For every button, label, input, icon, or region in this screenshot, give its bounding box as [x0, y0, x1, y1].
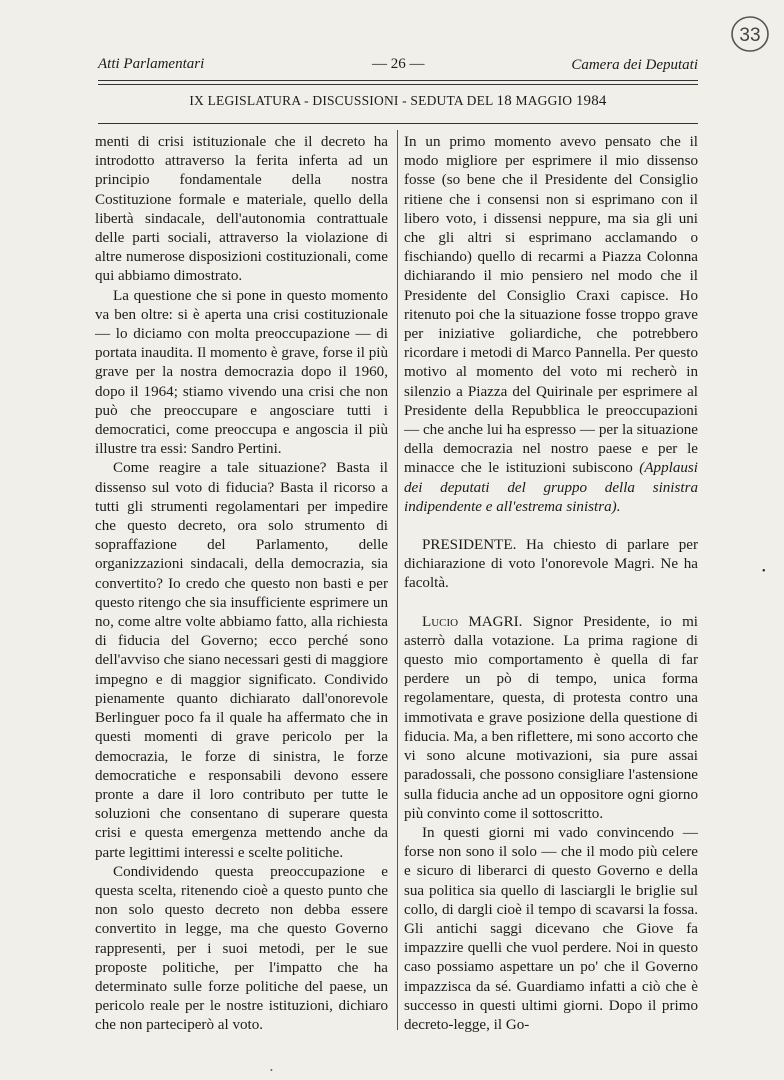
header-rule-bottom	[98, 123, 698, 124]
right-paragraph-1	[404, 133, 698, 517]
speaker-first-name: Lucio	[422, 613, 459, 630]
president-text: Ha chiesto di parlare per dichiarazione di voto l'onorevole Magri. Ne ha facoltà.	[404, 537, 698, 592]
right-column	[404, 133, 698, 1035]
left-paragraph-2: La questione che si pone in questo momento va ben oltre: si è aperta una crisi costituzionale — lo diciamo con molta preoccupazione — di portata inaudita. Il momento è grave, forse il più grave per la nostra democrazia dopo il 1960, dopo il 1964; stiamo vivendo una crisi che non può che preoccupare e angosciare tutti i democratici, come preoccupa e angoscia il più illustre tra essi: Sandro Pertini.	[95, 287, 388, 458]
session-prefix: IX LEGISLATURA - DISCUSSIONI - SEDUTA DEL	[189, 93, 497, 108]
header-right-title: Camera dei Deputati	[571, 57, 698, 73]
session-line	[98, 93, 698, 110]
right-paragraph-1-text: In un primo momento avevo pensato che il modo migliore per esprimere il mio dissenso fosse (so bene che il Presidente del Consiglio ritiene che i consensi non si esprimano con il libero voto, i dissensi neppure, ma sia gli uni che gli altri si esprimano acclamando o fischiando) quello di recarmi a Piazza Colonna dichiarando il mio pensiero nel modo che il Presidente del Consiglio Craxi capisce. Ho ritenuto poi che la situazione fosse troppo grave per iniziative goliardiche, che potrebbero ricordare i metodi di Marco Pannella. Per questo motivo al momento del voto mi recherò in silenzio a Piazza del Quirinale per esprimere al Presidente della Repubblica le preoccupazioni — che anche lui ha espresso — per la situazione della democrazia nel nostro paese e per le minacce che le istituzioni subiscono	[404, 134, 698, 477]
session-day: 18	[496, 93, 512, 109]
speaker-last-name: MAGRI.	[468, 613, 523, 630]
header-left-title: Atti Parlamentari	[98, 56, 205, 72]
stamp-number: 33	[739, 25, 761, 46]
page-number: — 26 —	[372, 56, 425, 72]
session-year: 1984	[575, 93, 607, 109]
president-statement	[404, 536, 698, 594]
left-column	[95, 133, 388, 1036]
left-paragraph-3: Come reagire a tale situazione? Basta il dissenso sul voto di fiducia? Basta il ricorso a tutti gli strumenti regolamentari per impedire che questo decreto, ora solo strumento di sopraffazione del Parlamento, delle organizzazioni sindacali, della democrazia, sia convertito? Io credo che questo non basti e per questo ritengo che sia insufficiente esprimere un no, come altre volte abbiamo fatto, alla richiesta di fiducia del Governo; ecco perché sono dell'avviso che siano necessari gesti di maggiore impegno e di maggior significato. Condivido pienamente quanto dichiarato dall'onorevole Berlinguer poco fa il quale ha affermato che in questi momenti di grave pericolo per la democrazia, le forze di sinistra, le forze democratiche e responsabili devono essere pronte a dare il loro contributo per tutte le soluzioni che consentano di superare questa crisi e questa emergenza mettendo anche da parte legittimi interessi e scelte politiche.	[95, 460, 388, 861]
president-label: PRESIDENTE.	[422, 537, 517, 554]
left-paragraph-4: Condividendo questa preoccupazione e questa scelta, ritenendo cioè a questo punto che non solo questo decreto non debba essere convertito in legge, ma che questo Governo rappresenti, per i suoi metodi, per le sue proposte politiche, per l'impatto che ha determinato sulle forze politiche del paese, un pericolo reale per le nostre istituzioni, dichiaro che non parteciperò al voto.	[95, 863, 388, 1034]
left-paragraph-1: menti di crisi istituzionale che il decreto ha introdotto attraverso la ferita inferta ad un principio fondamentale della nostra Costituzione formale e materiale, quello della libertà sindacale, dell'autonomia contrattuale delle parti sociali, attraverso la violazione di altre numerose disposizioni costituzionali, come qui abbiamo dimostrato.	[95, 134, 388, 285]
magri-paragraph-1: Signor Presidente, io mi asterrò dalla votazione. La prima ragione di questo mio comportamento è quella di far perdere un pò di tempo, unica forma regolamentare, questa, di protesta contro una immotivata e grave posizione della questione di fiducia. Ma, a ben riflettere, mi sono accorto che vi sono alcune motivazioni, sia pure assai paradossali, che possono consigliare l'astensione sulla fiducia anche ad un oppositore ogni giorno più convinto come il sottoscritto.	[404, 613, 698, 822]
bottom-mark: •	[270, 1066, 273, 1075]
header-rule-top	[98, 80, 698, 81]
margin-mark: •	[762, 566, 766, 577]
column-divider	[397, 130, 398, 1030]
magri-statement	[404, 613, 698, 824]
applause-note: (Applausi dei deputati del gruppo della sinistra indipendente e all'estrema sinistra).	[404, 460, 698, 515]
session-month: MAGGIO	[511, 93, 576, 108]
magri-paragraph-2: In questi giorni mi vado convincendo — forse non sono il solo — che il modo più celere e sicuro di liberarci di questo Governo e della sua politica sia quello di lasciargli le briglie sul collo, di dargli cioè il tempo di scavarsi la fossa. Gli antichi saggi dicevano che Giove fa impazzire quelli che vuol perdere. Noi in questo caso possiamo aspettare un po' che il Governo impazzisca da sé. Guardiamo infatti a ciò che è successo in questi ultimi giorni. Dopo il primo decreto-legge, il Go-	[404, 824, 698, 1033]
page-stamp	[729, 13, 771, 55]
header-rule-top-double	[98, 84, 698, 85]
